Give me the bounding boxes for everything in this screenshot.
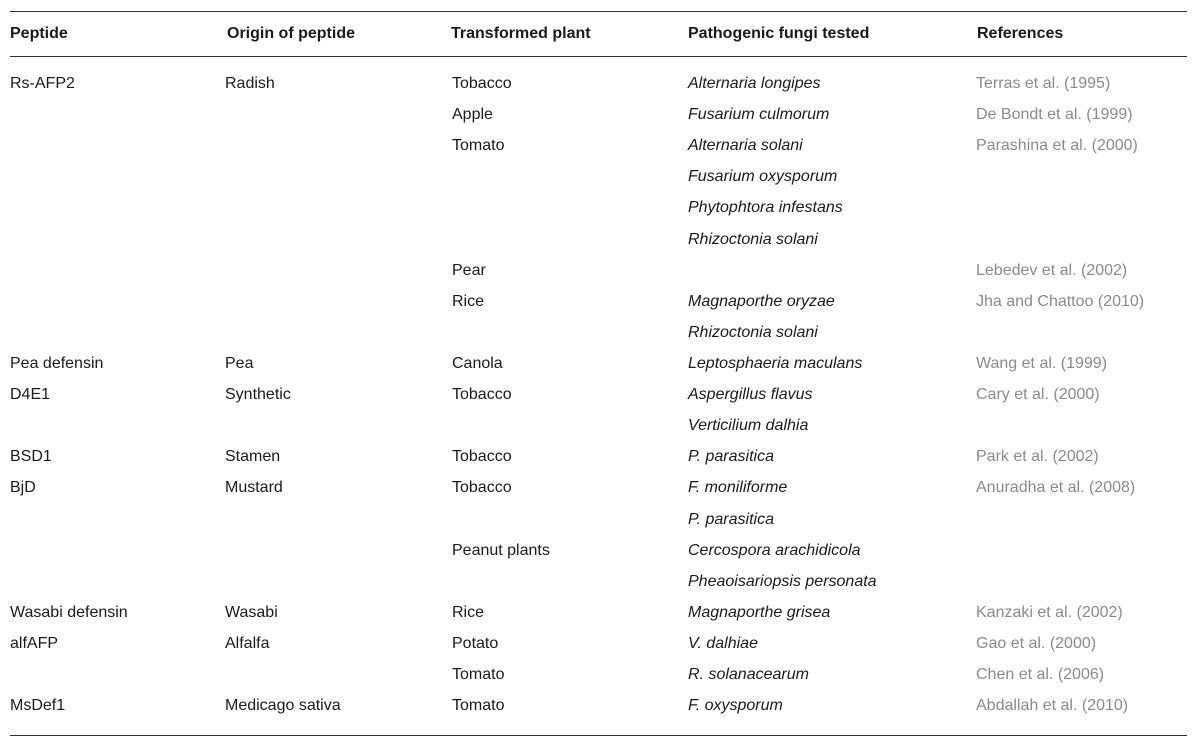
cell-reference: Jha and Chattoo (2010): [976, 292, 1145, 310]
cell-transformed-plant: Canola: [452, 354, 503, 372]
table-header-row: [10, 11, 1187, 56]
cell-pathogenic-fungi: Fusarium culmorum: [688, 106, 830, 124]
cell-peptide: BSD1: [10, 448, 52, 466]
table-row: [10, 224, 1187, 255]
cell-reference: Cary et al. (2000): [976, 386, 1100, 404]
cell-pathogenic-fungi: Rhizoctonia solani: [688, 230, 818, 248]
table-row: [10, 379, 1187, 410]
cell-pathogenic-fungi: Magnaporthe oryzae: [688, 292, 835, 310]
cell-peptide: D4E1: [10, 386, 51, 404]
cell-reference: Chen et al. (2006): [976, 666, 1105, 684]
cell-transformed-plant: Pear: [452, 261, 486, 279]
table-row: [10, 441, 1187, 472]
table-row: [10, 68, 1187, 99]
table-row: [10, 566, 1187, 597]
cell-pathogenic-fungi: Phytophtora infestans: [688, 199, 843, 217]
cell-peptide: Wasabi defensin: [10, 603, 128, 621]
header-transformed-plant: Transformed plant: [451, 25, 591, 42]
cell-reference: Parashina et al. (2000): [976, 137, 1138, 155]
cell-transformed-plant: Tobacco: [452, 386, 512, 404]
cell-origin: Wasabi: [225, 603, 278, 621]
cell-reference: Lebedev et al. (2002): [976, 261, 1128, 279]
table-bottom-rule: [10, 735, 1187, 736]
cell-reference: Anuradha et al. (2008): [976, 479, 1136, 497]
header-origin: Origin of peptide: [227, 25, 355, 42]
cell-pathogenic-fungi: Rhizoctonia solani: [688, 323, 818, 341]
cell-reference: Wang et al. (1999): [976, 354, 1108, 372]
table-row: [10, 161, 1187, 192]
header-peptide: Peptide: [10, 25, 68, 42]
cell-pathogenic-fungi: Leptosphaeria maculans: [688, 354, 863, 372]
table-row: [10, 659, 1187, 690]
cell-origin: Synthetic: [225, 386, 291, 404]
table-row: [10, 690, 1187, 721]
table-row: [10, 99, 1187, 130]
cell-transformed-plant: Apple: [452, 106, 493, 124]
table-body: [10, 68, 1187, 721]
cell-reference: Terras et al. (1995): [976, 75, 1111, 92]
cell-pathogenic-fungi: Pheaoisariopsis personata: [688, 572, 877, 590]
cell-transformed-plant: Tobacco: [452, 479, 512, 497]
cell-origin: Alfalfa: [225, 634, 270, 652]
table-row: [10, 192, 1187, 223]
cell-origin: Pea: [225, 354, 254, 372]
table-row: [10, 317, 1187, 348]
cell-origin: Mustard: [225, 479, 283, 497]
table-row: [10, 504, 1187, 535]
cell-peptide: MsDef1: [10, 697, 66, 715]
cell-pathogenic-fungi: Verticilium dalhia: [688, 417, 809, 435]
cell-pathogenic-fungi: F. moniliforme: [688, 479, 788, 497]
cell-transformed-plant: Potato: [452, 634, 499, 652]
header-references: References: [977, 25, 1064, 42]
table-row: [10, 286, 1187, 317]
header-pathogenic-fungi: Pathogenic fungi tested: [688, 25, 870, 42]
cell-peptide: alfAFP: [10, 634, 59, 652]
cell-reference: Kanzaki et al. (2002): [976, 603, 1123, 621]
cell-pathogenic-fungi: Alternaria longipes: [688, 75, 821, 92]
cell-reference: Gao et al. (2000): [976, 634, 1097, 652]
cell-transformed-plant: Rice: [452, 292, 485, 310]
cell-pathogenic-fungi: Fusarium oxysporum: [688, 168, 838, 186]
cell-pathogenic-fungi: F. oxysporum: [688, 697, 783, 715]
cell-transformed-plant: Rice: [452, 603, 485, 621]
cell-reference: Park et al. (2002): [976, 448, 1099, 466]
table-row: [10, 130, 1187, 161]
cell-peptide: Rs-AFP2: [10, 75, 75, 92]
cell-peptide: BjD: [10, 479, 36, 497]
cell-pathogenic-fungi: Magnaporthe grisea: [688, 603, 831, 621]
cell-pathogenic-fungi: P. parasitica: [688, 510, 774, 528]
cell-pathogenic-fungi: P. parasitica: [688, 448, 774, 466]
table-row: [10, 628, 1187, 659]
cell-peptide: Pea defensin: [10, 354, 104, 372]
table-row: [10, 348, 1187, 379]
table-header-rule: [10, 56, 1187, 57]
cell-origin: Medicago sativa: [225, 697, 341, 715]
cell-transformed-plant: Tomato: [452, 137, 505, 155]
cell-transformed-plant: Tobacco: [452, 75, 512, 92]
cell-pathogenic-fungi: Cercospora arachidicola: [688, 541, 861, 559]
table-row: [10, 410, 1187, 441]
cell-reference: De Bondt et al. (1999): [976, 106, 1133, 124]
cell-transformed-plant: Tomato: [452, 697, 505, 715]
cell-pathogenic-fungi: Alternaria solani: [688, 137, 803, 155]
cell-reference: Abdallah et al. (2010): [976, 697, 1129, 715]
table-row: [10, 255, 1187, 286]
cell-pathogenic-fungi: V. dalhiae: [688, 634, 758, 652]
table-row: [10, 535, 1187, 566]
cell-origin: Stamen: [225, 448, 281, 466]
cell-pathogenic-fungi: R. solanacearum: [688, 666, 809, 684]
cell-origin: Radish: [225, 75, 275, 92]
table-row: [10, 472, 1187, 503]
cell-transformed-plant: Tomato: [452, 666, 505, 684]
cell-transformed-plant: Peanut plants: [452, 541, 550, 559]
table-row: [10, 597, 1187, 628]
cell-pathogenic-fungi: Aspergillus flavus: [688, 386, 813, 404]
cell-transformed-plant: Tobacco: [452, 448, 512, 466]
